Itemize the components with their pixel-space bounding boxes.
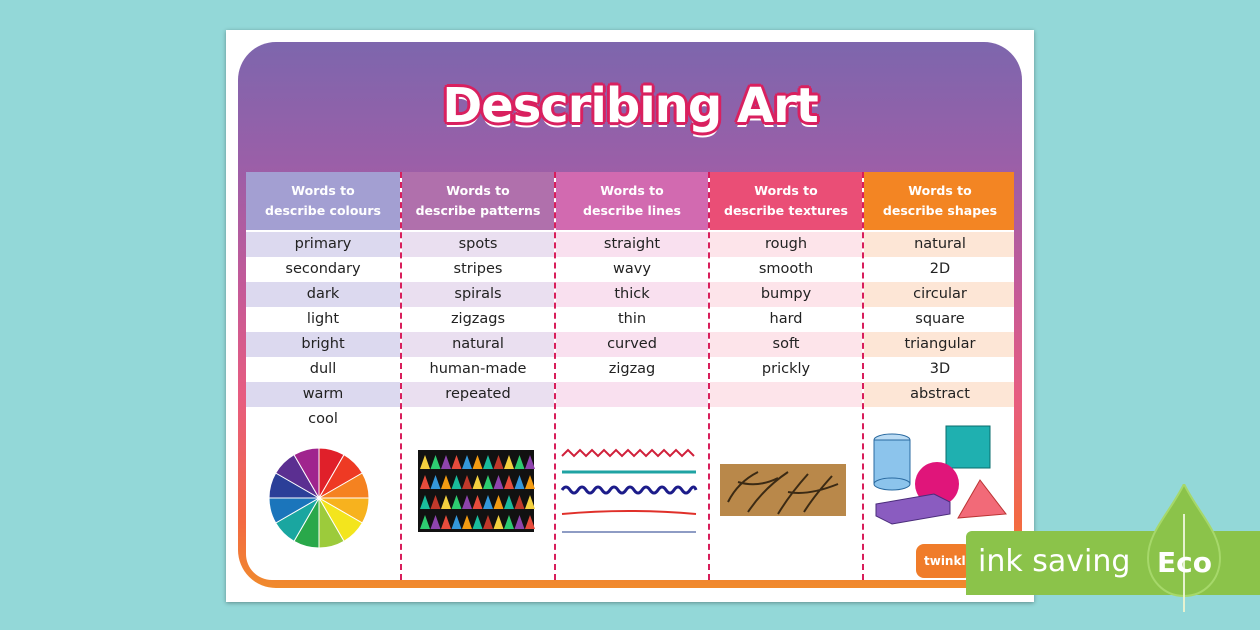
word-list [246, 232, 400, 432]
poster-title: Describing Art [442, 78, 818, 134]
word-item: rough [710, 232, 862, 257]
column-textures [708, 172, 862, 580]
word-item: prickly [761, 361, 811, 377]
word-item: hard [769, 311, 803, 327]
word-list [864, 232, 1014, 407]
word-item: dull [309, 361, 337, 377]
word-item: human-made [429, 361, 527, 377]
word-item: spots [402, 232, 554, 257]
triangle-pattern-icon [400, 450, 554, 534]
eco-label: Eco [1157, 546, 1212, 579]
word-item: light [306, 311, 340, 327]
word-item: abstract [864, 382, 1014, 407]
word-item: bumpy [710, 282, 862, 307]
word-item: soft [710, 332, 862, 357]
word-list [556, 232, 708, 407]
word-item: 2D [929, 261, 951, 277]
twinkl-logo: twinkl [916, 544, 972, 578]
word-item: wavy [613, 261, 651, 277]
word-item: bright [246, 332, 400, 357]
word-item: primary [246, 232, 400, 257]
word-item: natural [402, 332, 554, 357]
shapes-icon [862, 422, 1014, 534]
word-table [246, 172, 1014, 580]
line-samples-icon [554, 448, 708, 536]
word-item: thin [617, 311, 647, 327]
word-list [402, 232, 554, 407]
word-item: circular [864, 282, 1014, 307]
word-item: dark [246, 282, 400, 307]
ink-saving-label: ink saving [978, 544, 1131, 579]
word-item: straight [556, 232, 708, 257]
word-item: zigzags [450, 311, 506, 327]
word-item: curved [556, 332, 708, 357]
word-item: spirals [402, 282, 554, 307]
word-item: zigzag [608, 361, 656, 377]
word-item: warm [246, 382, 400, 407]
word-item: stripes [453, 261, 503, 277]
column-heading: Words to describe patterns [402, 172, 554, 230]
word-item: square [915, 311, 965, 327]
word-item: 3D [929, 361, 951, 377]
word-item [556, 382, 708, 407]
word-item [710, 382, 862, 407]
word-list [710, 232, 862, 407]
column-heading: Words to describe shapes [864, 172, 1014, 230]
word-item: repeated [402, 382, 554, 407]
wood-texture-icon [708, 462, 862, 518]
column-heading: Words to describe lines [556, 172, 708, 230]
word-item: cool [308, 411, 338, 427]
column-heading: Words to describe colours [246, 172, 400, 230]
word-item: thick [556, 282, 708, 307]
word-item: smooth [758, 261, 814, 277]
colour-wheel-icon [246, 440, 400, 556]
column-heading: Words to describe textures [710, 172, 862, 230]
word-item: secondary [285, 261, 361, 277]
word-item: natural [864, 232, 1014, 257]
word-item: triangular [864, 332, 1014, 357]
